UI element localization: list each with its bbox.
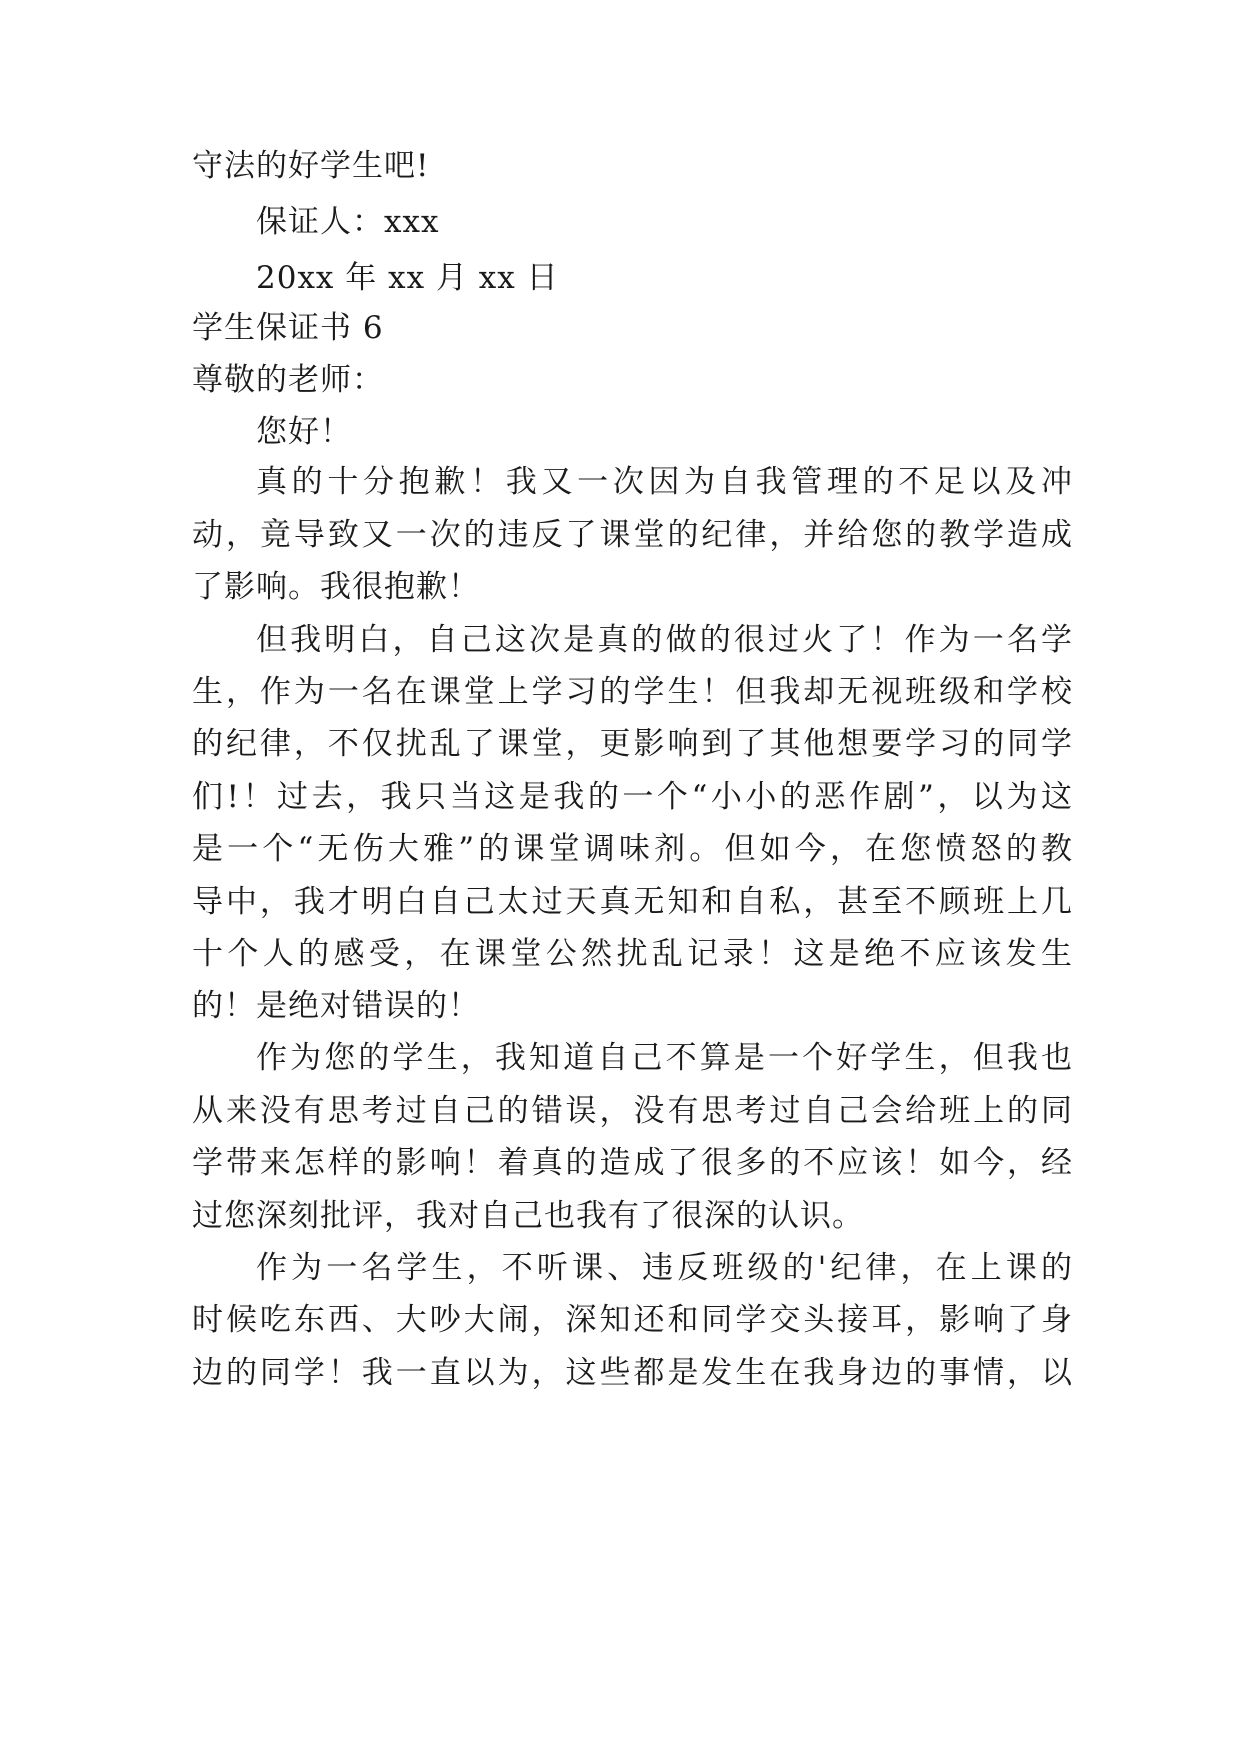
- text-line: 过您深刻批评，我对自己也我有了很深的认识。: [192, 1198, 864, 1234]
- text-line: 了影响。我很抱歉！: [192, 569, 480, 605]
- date-line: 20xx 年 xx 月 xx 日: [256, 260, 559, 296]
- text-line: 们!！过去，我只当这是我的一个“小小的恶作剧”，以为这: [192, 779, 1072, 815]
- guarantor-line: 保证人：xxx: [256, 204, 440, 240]
- text-line: 边的同学！我一直以为，这些都是发生在我身边的事情，以: [192, 1355, 1072, 1391]
- text-line: 十个人的感受，在课堂公然扰乱记录！这是绝不应该发生: [192, 936, 1072, 972]
- text-line: 的纪律，不仅扰乱了课堂，更影响到了其他想要学习的同学: [192, 726, 1072, 762]
- greeting: 您好！: [256, 414, 352, 450]
- text-line: 导中，我才明白自己太过天真无知和自私，甚至不顾班上几: [192, 884, 1072, 920]
- text-line: 的！是绝对错误的！: [192, 988, 480, 1024]
- text-line: 但我明白，自己这次是真的做的很过火了！作为一名学: [256, 622, 1072, 658]
- section-title: 学生保证书 6: [192, 310, 384, 346]
- text-line: 时候吃东西、大吵大闹，深知还和同学交头接耳，影响了身: [192, 1302, 1072, 1338]
- text-line: 生，作为一名在课堂上学习的学生！但我却无视班级和学校: [192, 674, 1072, 710]
- text-line: 学带来怎样的影响！着真的造成了很多的不应该！如今，经: [192, 1145, 1072, 1181]
- text-line: 是一个“无伤大雅”的课堂调味剂。但如今，在您愤怒的教: [192, 831, 1072, 867]
- text-line: 守法的好学生吧!: [192, 148, 430, 184]
- salutation: 尊敬的老师：: [192, 362, 384, 398]
- text-line: 作为一名学生，不听课、违反班级的'纪律，在上课的: [256, 1250, 1072, 1286]
- text-line: 作为您的学生，我知道自己不算是一个好学生，但我也: [256, 1040, 1072, 1076]
- text-line: 真的十分抱歉！我又一次因为自我管理的不足以及冲: [256, 464, 1072, 500]
- text-line: 动，竟导致又一次的违反了课堂的纪律，并给您的教学造成: [192, 517, 1072, 553]
- text-line: 从来没有思考过自己的错误，没有思考过自己会给班上的同: [192, 1093, 1072, 1129]
